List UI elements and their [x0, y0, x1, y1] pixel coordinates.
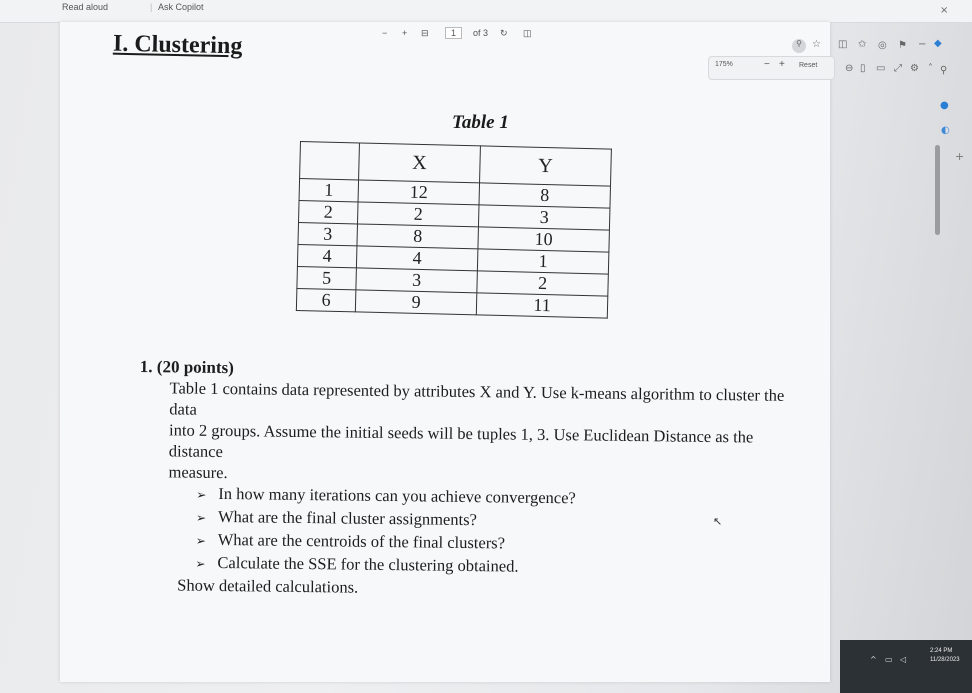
system-taskbar — [840, 640, 972, 693]
table-header-cell — [300, 142, 360, 180]
browser-toolbar-icons — [790, 5, 970, 95]
table-cell: 3 — [478, 205, 609, 230]
mouse-cursor-icon: ↖ — [713, 515, 723, 528]
table-cell: 4 — [356, 246, 478, 271]
data-table — [296, 141, 612, 319]
question-text-line-3: measure. — [168, 462, 228, 483]
sidebar-search-icon[interactable]: ● — [940, 100, 949, 111]
question-number: 1. — [139, 356, 153, 377]
vertical-scrollbar[interactable] — [935, 145, 940, 235]
table-cell: 6 — [296, 288, 356, 311]
question-footer: Show detailed calculations. — [177, 575, 359, 597]
favorite-star-icon[interactable]: ☆ — [812, 39, 821, 50]
tray-chevron-icon[interactable]: ^ — [870, 655, 877, 664]
network-icon[interactable]: ▭ — [885, 655, 893, 664]
table-cell: 10 — [478, 227, 609, 252]
bullet-arrow-icon: ➢ — [195, 533, 206, 548]
table-cell: 11 — [476, 293, 607, 318]
table-cell: 5 — [297, 266, 357, 289]
table-cell: 2 — [299, 200, 359, 223]
reset-button[interactable]: Reset — [799, 62, 818, 69]
two-page-icon[interactable]: ◫ — [523, 28, 532, 38]
bullet-text: What are the centroids of the final clusters? — [217, 529, 506, 553]
table-cell: 1 — [299, 179, 359, 202]
toolbar-divider: | — [150, 2, 153, 12]
table-cell: 1 — [477, 249, 608, 274]
bullet-text: What are the final cluster assignments? — [217, 506, 478, 530]
question-block — [137, 356, 800, 603]
extensions-icon[interactable]: ⚑ — [898, 40, 907, 51]
sidebar-add-icon[interactable]: + — [955, 150, 965, 163]
erase-icon[interactable]: ▭ — [876, 63, 886, 74]
question-text-line-1: Table 1 contains data represented by attributes X and Y. Use k-means algorithm to cluster the data — [169, 378, 785, 419]
search-icon[interactable]: ⚲ — [792, 39, 806, 53]
collections-icon[interactable]: ◎ — [878, 40, 887, 51]
pdf-toolbar — [0, 0, 972, 23]
zoom-level: 175% — [715, 61, 733, 68]
volume-icon[interactable]: ◁ — [900, 655, 907, 664]
minus-icon[interactable]: − — [918, 39, 927, 50]
read-aloud-button[interactable]: Read aloud — [62, 2, 109, 12]
bullet-arrow-icon: ➢ — [196, 487, 207, 502]
settings-gear-icon[interactable]: ⚙ — [910, 63, 919, 74]
zoom-in-icon[interactable]: + — [402, 28, 408, 38]
favorites-icon[interactable]: ✩ — [858, 39, 867, 50]
table-cell: 3 — [298, 222, 358, 245]
clock-date[interactable]: 11/28/2023 — [930, 657, 960, 663]
table-header-cell: Y — [480, 146, 612, 186]
highlight-icon[interactable]: ▯ — [860, 63, 866, 74]
chevron-up-icon[interactable]: ˄ — [928, 63, 933, 74]
zoom-plus-button[interactable]: + — [779, 59, 785, 70]
zoom-minus-button[interactable]: − — [764, 59, 770, 70]
table-cell: 2 — [477, 271, 608, 296]
bullet-text: Calculate the SSE for the clustering obtained. — [217, 552, 519, 576]
question-text-line-2: into 2 groups. Assume the initial seeds will be tuples 1, 3. Use Euclidean Distance as the distance — [168, 420, 754, 462]
copilot-icon[interactable]: ◆ — [934, 38, 942, 49]
question-bullet-list — [137, 482, 798, 582]
zoom-out-icon[interactable]: − — [382, 28, 388, 38]
table-cell: 8 — [357, 224, 479, 249]
table-cell: 9 — [355, 290, 477, 315]
bullet-text: In how many iterations can you achieve convergence? — [218, 483, 576, 508]
section-title: I. Clustering — [112, 30, 243, 60]
table-cell: 4 — [297, 244, 357, 267]
split-screen-icon[interactable]: ◫ — [838, 39, 848, 50]
table-caption: Table 1 — [452, 112, 509, 133]
ask-copilot-button[interactable]: Ask Copilot — [158, 2, 204, 12]
expand-icon[interactable]: ⤢ — [894, 63, 902, 74]
table-cell: 12 — [358, 180, 480, 205]
fit-page-icon[interactable]: ⊟ — [421, 28, 429, 38]
rotate-icon[interactable]: ↻ — [500, 28, 508, 38]
page-nav-toolbar — [375, 28, 540, 46]
table-cell: 3 — [356, 268, 478, 293]
table-header-cell: X — [359, 143, 481, 183]
clock-time[interactable]: 2:24 PM — [930, 648, 953, 654]
bullet-arrow-icon: ➢ — [195, 510, 207, 525]
table-cell: 2 — [357, 202, 479, 227]
bullet-arrow-icon: ➢ — [195, 556, 206, 571]
page-number-input[interactable]: 1 — [445, 27, 462, 39]
sidebar-app-icon[interactable]: ◐ — [941, 125, 950, 136]
page-total: of 3 — [473, 28, 489, 38]
question-points: (20 points) — [156, 357, 234, 378]
find-icon[interactable]: ⚲ — [940, 65, 948, 76]
table-cell: 8 — [479, 183, 610, 208]
draw-icon[interactable]: ⊖ — [845, 63, 854, 74]
close-icon[interactable]: × — [940, 5, 949, 16]
